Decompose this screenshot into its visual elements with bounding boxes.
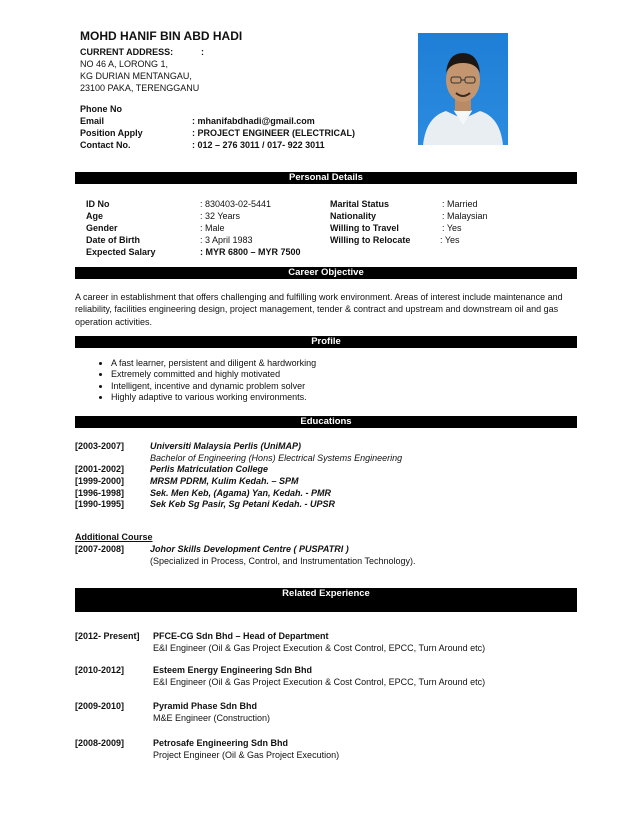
exp-role: E&I Engineer (Oil & Gas Project Execution & Cost Control, EPCC, Turn Around etc): [153, 677, 486, 687]
profile-item: • Highly adaptive to various working environments.: [111, 392, 316, 403]
additional-course-heading: Additional Course: [75, 532, 153, 542]
exp-role: M&E Engineer (Construction): [153, 713, 271, 723]
profile-item: • Extremely committed and highly motivated: [111, 369, 316, 380]
exp-years: [2012- Present]: [75, 631, 140, 641]
travel-value: : Yes: [442, 223, 462, 233]
edu-years: [1990-1995]: [75, 499, 125, 509]
nationality-value: : Malaysian: [442, 211, 488, 221]
address-line-2: KG DURIAN MENTANGAU,: [80, 71, 192, 81]
profile-item: • Intelligent, incentive and dynamic problem solver: [111, 381, 316, 392]
nationality-label: Nationality: [330, 211, 377, 221]
section-related-experience: Related Experience: [75, 588, 577, 600]
profile-item: • A fast learner, persistent and diligent & hardworking: [111, 358, 316, 369]
age-label: Age: [86, 211, 104, 221]
contact-no-value: : 012 – 276 3011 / 017- 922 3011: [192, 140, 325, 150]
marital-value: : Married: [442, 199, 478, 209]
marital-label: Marital Status: [330, 199, 390, 209]
edu-school: MRSM PDRM, Kulim Kedah. – SPM: [150, 476, 299, 486]
edu-school: Sek Keb Sg Pasir, Sg Petani Kedah. - UPSR: [150, 499, 336, 509]
gender-value: : Male: [200, 223, 225, 233]
id-value: : 830403-02-5441: [200, 199, 272, 209]
exp-company: PFCE-CG Sdn Bhd – Head of Department: [153, 631, 329, 641]
salary-label: Expected Salary: [86, 247, 156, 257]
address-line-1: NO 46 A, LORONG 1,: [80, 59, 169, 69]
address-label: CURRENT ADDRESS:: [80, 47, 174, 57]
exp-years: [2008-2009]: [75, 738, 125, 748]
edu-school: Sek. Men Keb, (Agama) Yan, Kedah. - PMR: [150, 488, 332, 498]
person-portrait-icon: [418, 33, 508, 145]
section-profile: Profile: [75, 336, 577, 348]
phone-label: Phone No: [80, 104, 122, 114]
edu-school: Universiti Malaysia Perlis (UniMAP): [150, 441, 302, 451]
exp-years: [2009-2010]: [75, 701, 125, 711]
section-educations: Educations: [75, 416, 577, 428]
dob-value: : 3 April 1983: [200, 235, 253, 245]
address-line-3: 23100 PAKA, TERENGGANU: [80, 83, 200, 93]
email-label: Email: [80, 116, 105, 126]
edu-years: [1996-1998]: [75, 488, 125, 498]
edu-years: [1999-2000]: [75, 476, 125, 486]
email-value[interactable]: : mhanifabdhadi@gmail.com: [192, 116, 315, 126]
profile-list: [95, 358, 316, 403]
edu-detail: Bachelor of Engineering (Hons) Electrical Systems Engineering: [150, 453, 403, 463]
additional-school: Johor Skills Development Centre ( PUSPATRI ): [150, 544, 349, 554]
salary-value: : MYR 6800 – MYR 7500: [200, 247, 301, 257]
exp-company: Esteem Energy Engineering Sdn Bhd: [153, 665, 313, 675]
profile-photo: [418, 33, 508, 145]
exp-years: [2010-2012]: [75, 665, 125, 675]
exp-role: Project Engineer (Oil & Gas Project Execution): [153, 750, 340, 760]
dob-label: Date of Birth: [86, 235, 140, 245]
additional-detail: (Specialized in Process, Control, and Instrumentation Technology).: [150, 556, 416, 566]
exp-company: Petrosafe Engineering Sdn Bhd: [153, 738, 289, 748]
additional-years: [2007-2008]: [75, 544, 125, 554]
relocate-label: Willing to Relocate: [330, 235, 411, 245]
section-career-objective: Career Objective: [75, 267, 577, 279]
career-objective-text: A career in establishment that offers challenging and fulfilling work environment. Areas of interest include maintenance and reliability, facilities engineering design, project management, tender & contract and upstream and downstream oil and gas operation activities.: [75, 292, 563, 327]
resume-name: MOHD HANIF BIN ABD HADI: [80, 29, 243, 43]
gender-label: Gender: [86, 223, 118, 233]
travel-label: Willing to Travel: [330, 223, 399, 233]
contact-no-label: Contact No.: [80, 140, 131, 150]
edu-school: Perlis Matriculation College: [150, 464, 269, 474]
age-value: : 32 Years: [200, 211, 241, 221]
edu-years: [2001-2002]: [75, 464, 125, 474]
address-colon: :: [201, 47, 204, 57]
exp-role: E&I Engineer (Oil & Gas Project Execution & Cost Control, EPCC, Turn Around etc): [153, 643, 486, 653]
position-value: : PROJECT ENGINEER (ELECTRICAL): [192, 128, 356, 138]
section-personal-details: Personal Details: [75, 172, 577, 184]
id-label: ID No: [86, 199, 110, 209]
exp-company: Pyramid Phase Sdn Bhd: [153, 701, 258, 711]
position-label: Position Apply: [80, 128, 143, 138]
section-divider: [75, 600, 577, 612]
edu-years: [2003-2007]: [75, 441, 125, 451]
relocate-value: : Yes: [440, 235, 460, 245]
